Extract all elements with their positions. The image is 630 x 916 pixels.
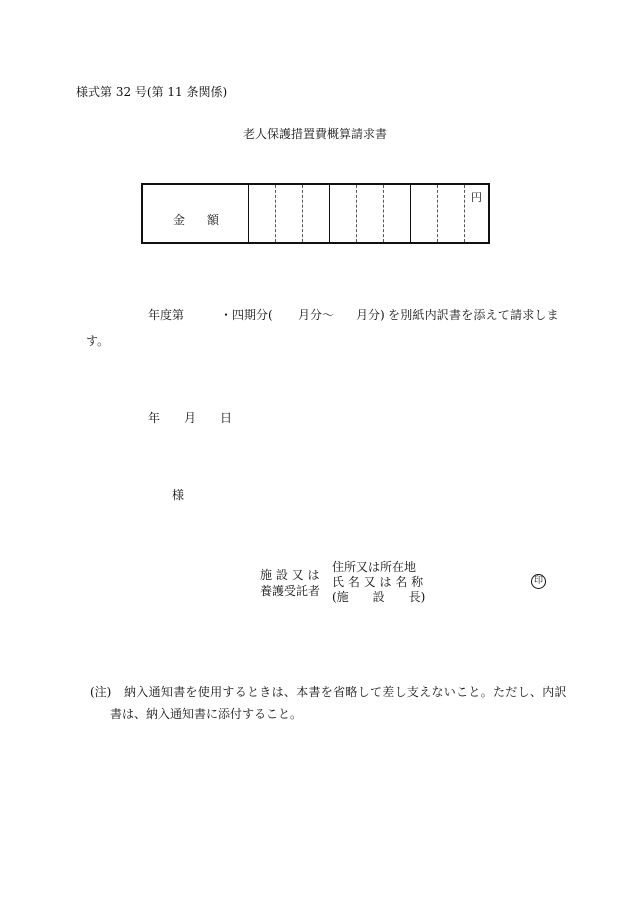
note-mark: (注) [90,685,112,699]
digit-divider [302,185,303,242]
amount-label: 金額 [173,213,242,227]
applicant-name-field: 氏 名 又 は 名 称 [332,575,424,589]
applicant-kind-line: 施 設 又 は [260,568,320,582]
note-text: 納入通知書を使用するときは、本書を省略して差し支えないこと。ただし、内訳 [124,685,567,699]
claim-statement-continuation: す。 [86,334,110,348]
digit-divider [410,185,411,242]
document-title: 老人保護措置費概算請求書 [242,127,387,141]
amount-box [141,183,490,244]
yen-unit: 円 [471,191,482,204]
digit-divider [356,185,357,242]
digit-divider [383,185,384,242]
date-day: 日 [220,411,233,425]
digit-divider [464,185,465,242]
digit-divider [275,185,276,242]
date-month: 月 [184,411,197,425]
applicant-kind-line: 養護受託者 [260,584,321,598]
addressee-honorific: 様 [172,488,185,502]
claim-statement: を別紙内訳書を添えて請求しま [388,308,559,322]
date-year: 年 [148,411,161,425]
month-to-label: 月分) [356,308,385,322]
date-line [148,412,232,424]
period-label: ・四期分( [220,308,273,322]
applicant-kind [260,567,324,599]
applicant-address-field: 住所又は所在地 [332,560,417,574]
form-number: 様式第 32 号(第 11 条関係) [76,85,228,99]
applicant-fields [332,560,428,605]
seal-mark: 印 [531,574,546,589]
applicant-title-field: (施 設 長) [332,590,426,604]
month-from-label: 月分〜 [298,308,335,322]
digit-divider [329,185,330,242]
note-text-continuation: 書は、納入通知書に添付すること。 [110,707,303,721]
amount-label-cell [143,185,249,242]
digit-divider [437,185,438,242]
fiscal-year-label: 年度第 [148,308,185,322]
